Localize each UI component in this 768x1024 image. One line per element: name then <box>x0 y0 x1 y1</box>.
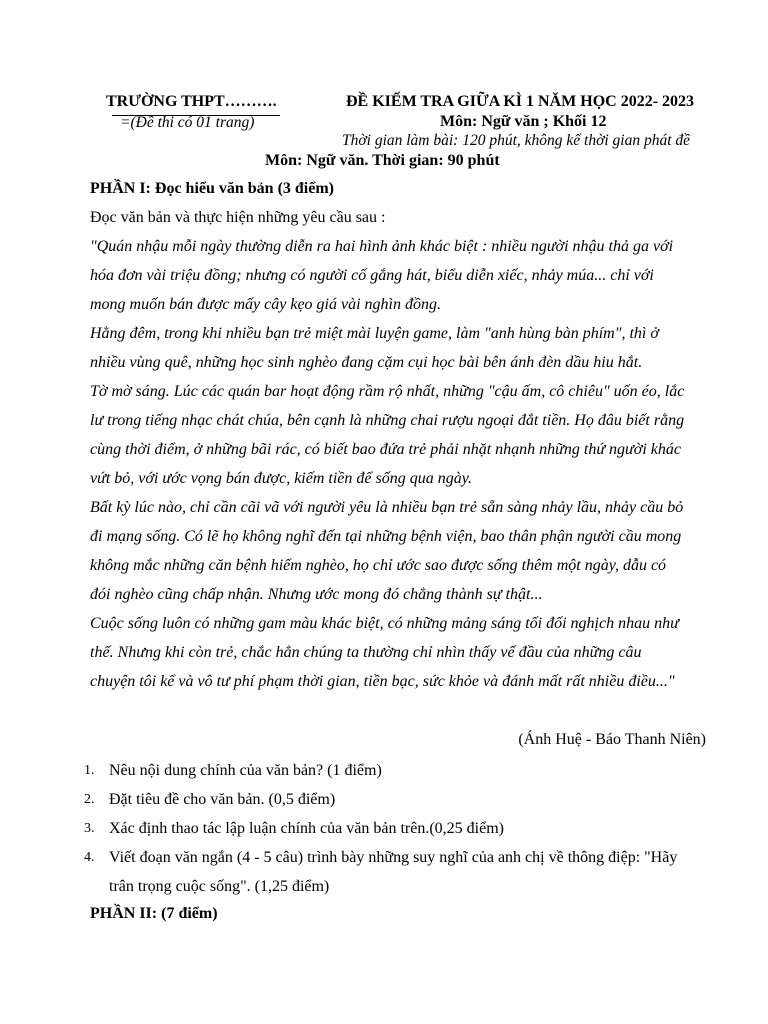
question-item <box>84 785 704 814</box>
question-list <box>84 756 704 901</box>
subject-time: Môn: Ngữ văn. Thời gian: 90 phút <box>265 152 500 169</box>
question-item <box>84 756 704 785</box>
part1-instruction: Đọc văn bản và thực hiện những yêu cầu sau : <box>90 209 386 226</box>
part2-heading: PHẦN II: (7 điểm) <box>90 905 218 922</box>
exam-title: ĐỀ KIẾM TRA GIỮA KÌ 1 NĂM HỌC 2022- 2023 <box>346 93 695 110</box>
question-text: Nêu nội dung chính của văn bản? (1 điểm) <box>109 762 382 779</box>
passage-paragraph-3: Tờ mờ sáng. Lúc các quán bar hoạt động rầm rộ nhất, những "cậu ấm, cô chiêu" uốn éo, lắc lư trong tiếng nhạc chát chúa, bên cạnh là những chai rượu ngoại đắt tiền. Họ đâu biết rằng cùng thời điểm, ở những bãi rác, có biết bao đứa trẻ phải nhặt nhạnh những thứ người khác vứt bỏ, với ước vọng bán được, kiếm tiền để sống qua ngày. <box>90 383 685 487</box>
passage-paragraph-2: Hằng đêm, trong khi nhiều bạn trẻ miệt mài luyện game, làm "anh hùng bàn phím", thì ở nhiều vùng quê, những học sinh nghèo đang cặm cụi học bài bên ánh đèn dầu hiu hắt. <box>90 325 659 371</box>
question-number: 1. <box>84 763 95 778</box>
passage-paragraph-1: "Quán nhậu mỗi ngày thường diễn ra hai hình ảnh khác biệt : nhiều người nhậu thả ga với hóa đơn vài triệu đồng; nhưng có người cố gắng hát, biểu diễn xiếc, nhảy múa... chỉ với mong muốn bán được mấy cây kẹo giá vài nghìn đồng. <box>90 238 674 313</box>
subject-grade: Môn: Ngữ văn ; Khối 12 <box>440 113 607 130</box>
question-text: Đặt tiêu đề cho văn bản. (0,5 điểm) <box>109 791 336 808</box>
question-number: 2. <box>84 792 95 807</box>
question-text: Viết đoạn văn ngắn (4 - 5 câu) trình bày những suy nghĩ của anh chị về thông điệp: "Hãy trân trọng cuộc sống". (1,25 điểm) <box>109 849 678 895</box>
time-note: Thời gian làm bài: 120 phút, không kể thời gian phát đề <box>342 132 691 149</box>
question-item <box>84 814 704 843</box>
school-name: TRƯỜNG THPT………. <box>106 93 277 110</box>
passage-paragraph-5: Cuộc sống luôn có những gam màu khác biệt, có những mảng sáng tối đối nghịch nhau như thế. Nhưng khi còn trẻ, chắc hẳn chúng ta thường chỉ nhìn thấy vế đầu của những câu chuyện tôi kể và vô tư phí phạm thời gian, tiền bạc, sức khỏe và đánh mất rất nhiều điều..." <box>90 615 679 690</box>
question-item <box>84 843 704 901</box>
question-number: 3. <box>84 821 95 836</box>
question-number: 4. <box>84 850 95 865</box>
part1-heading: PHẦN I: Đọc hiểu văn bản (3 điểm) <box>90 180 335 197</box>
question-text: Xác định thao tác lập luận chính của văn bản trên.(0,25 điểm) <box>109 820 504 837</box>
passage-source: (Ánh Huệ - Báo Thanh Niên) <box>518 731 706 748</box>
pages-note: =(Đề thi có 01 trang) <box>120 114 255 131</box>
passage-paragraph-4: Bất kỳ lúc nào, chỉ cần cãi vã với người yêu là nhiều bạn trẻ sẵn sàng nhảy lầu, nhảy cầu bỏ đi mạng sống. Có lẽ họ không nghĩ đến tại những bệnh viện, bao thân phận người cầu mong không mắc những căn bệnh hiểm nghèo, họ chỉ ước sao được sống thêm một ngày, dẫu có đói nghèo cũng chấp nhận. Nhưng ước mong đó chẳng thành sự thật... <box>90 499 684 603</box>
